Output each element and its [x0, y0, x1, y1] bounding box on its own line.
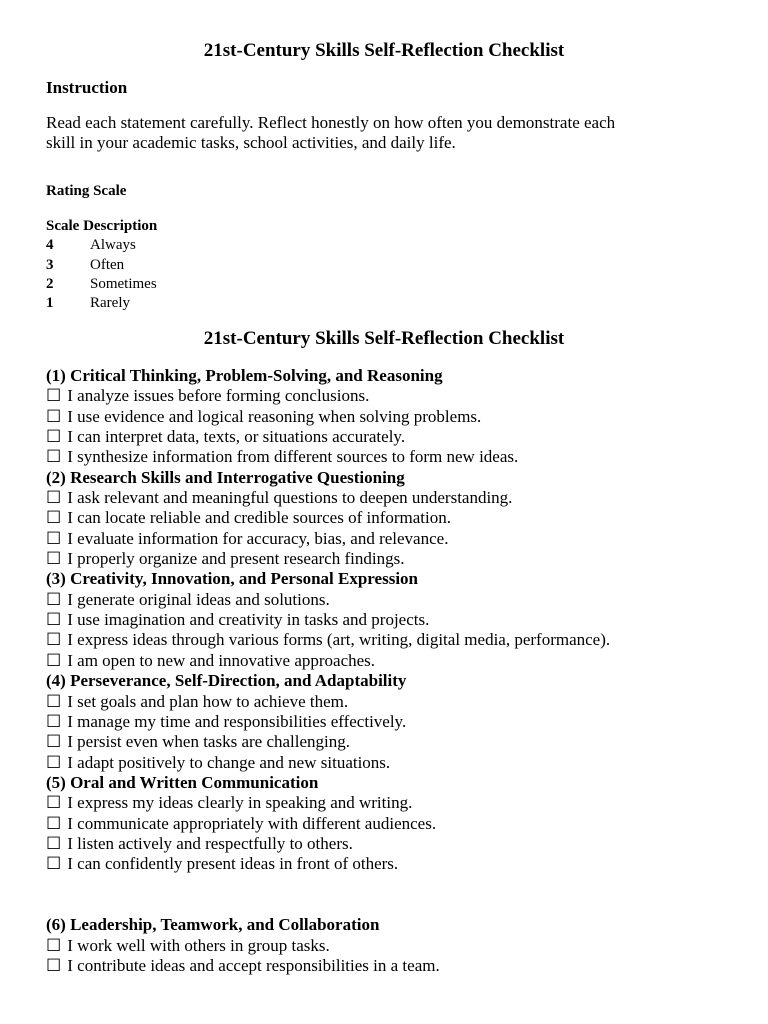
checkbox[interactable]: ☐: [46, 488, 62, 508]
instruction-line: Read each statement carefully. Reflect honestly on how often you demonstrate each: [46, 113, 616, 132]
instruction-text: [46, 113, 736, 153]
checkbox[interactable]: ☐: [46, 854, 62, 874]
checkbox[interactable]: ☐: [46, 955, 62, 975]
checkbox[interactable]: ☐: [46, 793, 62, 813]
checklist-item: [46, 753, 610, 773]
checklist-item-text: I synthesize information from different sources to form new ideas.: [63, 447, 519, 467]
section-title: (3) Creativity, Innovation, and Personal Expression: [46, 569, 418, 589]
checklist-item-text: I set goals and plan how to achieve them.: [63, 691, 349, 711]
checklist-item-text: I work well with others in group tasks.: [63, 935, 330, 955]
checklist-item-text: I analyze issues before forming conclusions.: [63, 386, 370, 406]
checklist-item: [46, 508, 610, 528]
checkbox[interactable]: ☐: [46, 813, 62, 833]
section-title: (2) Research Skills and Interrogative Questioning: [46, 467, 405, 487]
checklist-item: [46, 651, 610, 671]
checklist-item: [46, 590, 610, 610]
checkbox[interactable]: ☐: [46, 630, 62, 650]
checkbox[interactable]: ☐: [46, 549, 62, 569]
checklist-item-text: I express my ideas clearly in speaking and writing.: [63, 793, 413, 813]
section-title: (4) Perseverance, Self-Direction, and Adaptability: [46, 671, 407, 691]
checklist-item: [46, 447, 610, 467]
checkbox[interactable]: ☐: [46, 427, 62, 447]
checklist-title: 21st-Century Skills Self-Reflection Checklist: [203, 328, 565, 349]
scale-value: 2: [46, 275, 54, 292]
checklist-item-text: I use evidence and logical reasoning when solving problems.: [63, 406, 482, 426]
checklist-item: [46, 793, 610, 813]
checklist-item-text: I can confidently present ideas in front of others.: [63, 854, 399, 874]
checkbox[interactable]: ☐: [46, 752, 62, 772]
checkbox[interactable]: ☐: [46, 711, 62, 731]
scale-column-header: Scale: [46, 218, 80, 234]
section-title: (6) Leadership, Teamwork, and Collaboration: [46, 915, 380, 935]
checklist-item-text: I generate original ideas and solutions.: [63, 589, 330, 609]
checklist-item: [46, 386, 610, 406]
checklist-item: [46, 732, 610, 752]
checkbox[interactable]: ☐: [46, 935, 62, 955]
document-title: 21st-Century Skills Self-Reflection Checklist: [203, 40, 565, 61]
section-title: (5) Oral and Written Communication: [46, 772, 319, 792]
checklist-item: [46, 549, 610, 569]
checkbox[interactable]: ☐: [46, 589, 62, 609]
checklist-item: [46, 854, 610, 874]
checklist-item-text: I manage my time and responsibilities effectively.: [63, 711, 407, 731]
checklist-item-text: I express ideas through various forms (art, writing, digital media, performance).: [63, 630, 611, 650]
rating-scale-header-row: [46, 217, 157, 236]
section-spacer: [46, 875, 610, 916]
checklist-item: [46, 529, 610, 549]
rating-scale-heading: Rating Scale: [46, 183, 127, 199]
scale-value: 3: [46, 256, 54, 273]
checkbox[interactable]: ☐: [46, 691, 62, 711]
checklist-item-text: I persist even when tasks are challenging.: [63, 732, 351, 752]
rating-scale-row: [46, 275, 157, 294]
checkbox[interactable]: ☐: [46, 447, 62, 467]
checklist-item-text: I communicate appropriately with different audiences.: [63, 813, 437, 833]
checklist-item-text: I adapt positively to change and new situations.: [63, 752, 391, 772]
rating-scale-table: [46, 217, 157, 313]
checklist-item: [46, 956, 610, 976]
rating-scale-row: [46, 236, 157, 255]
checklist-item-text: I can locate reliable and credible sources of information.: [63, 508, 451, 528]
checklist-item: [46, 814, 610, 834]
scale-value: 1: [46, 295, 54, 312]
checklist-item-text: I listen actively and respectfully to others.: [63, 833, 353, 853]
checkbox[interactable]: ☐: [46, 610, 62, 630]
section-title: (1) Critical Thinking, Problem-Solving, and Reasoning: [46, 366, 443, 385]
instruction-heading: Instruction: [46, 78, 128, 97]
checklist-item: [46, 712, 610, 732]
skills-checklist: [46, 366, 610, 976]
checklist-item: [46, 407, 610, 427]
checkbox[interactable]: ☐: [46, 528, 62, 548]
checklist-item-text: I evaluate information for accuracy, bias, and relevance.: [63, 528, 449, 548]
checklist-item: [46, 427, 610, 447]
scale-description: Always: [90, 237, 136, 254]
checklist-item-text: I ask relevant and meaningful questions to deepen understanding.: [63, 488, 513, 508]
checklist-item: [46, 610, 610, 630]
scale-description: Often: [90, 256, 125, 273]
scale-description: Sometimes: [90, 275, 157, 292]
checklist-item-text: I use imagination and creativity in tasks and projects.: [63, 610, 430, 630]
checkbox[interactable]: ☐: [46, 833, 62, 853]
checklist-item: [46, 692, 610, 712]
checkbox[interactable]: ☐: [46, 508, 62, 528]
checkbox[interactable]: ☐: [46, 406, 62, 426]
checklist-item: [46, 488, 610, 508]
checklist-item-text: I can interpret data, texts, or situations accurately.: [63, 427, 406, 447]
checklist-item: [46, 936, 610, 956]
checklist-item-text: I properly organize and present research findings.: [63, 549, 405, 569]
scale-value: 4: [46, 237, 54, 254]
checkbox[interactable]: ☐: [46, 732, 62, 752]
scale-description: Rarely: [90, 295, 130, 312]
checklist-item: [46, 630, 610, 650]
rating-scale-row: [46, 256, 157, 275]
rating-scale-row: [46, 294, 157, 313]
instruction-line: skill in your academic tasks, school activities, and daily life.: [46, 133, 456, 152]
checklist-item-text: I am open to new and innovative approaches.: [63, 650, 376, 670]
checkbox[interactable]: ☐: [46, 386, 62, 406]
description-column-header: Description: [83, 218, 158, 234]
checkbox[interactable]: ☐: [46, 650, 62, 670]
checklist-item-text: I contribute ideas and accept responsibilities in a team.: [63, 955, 440, 975]
checklist-item: [46, 834, 610, 854]
